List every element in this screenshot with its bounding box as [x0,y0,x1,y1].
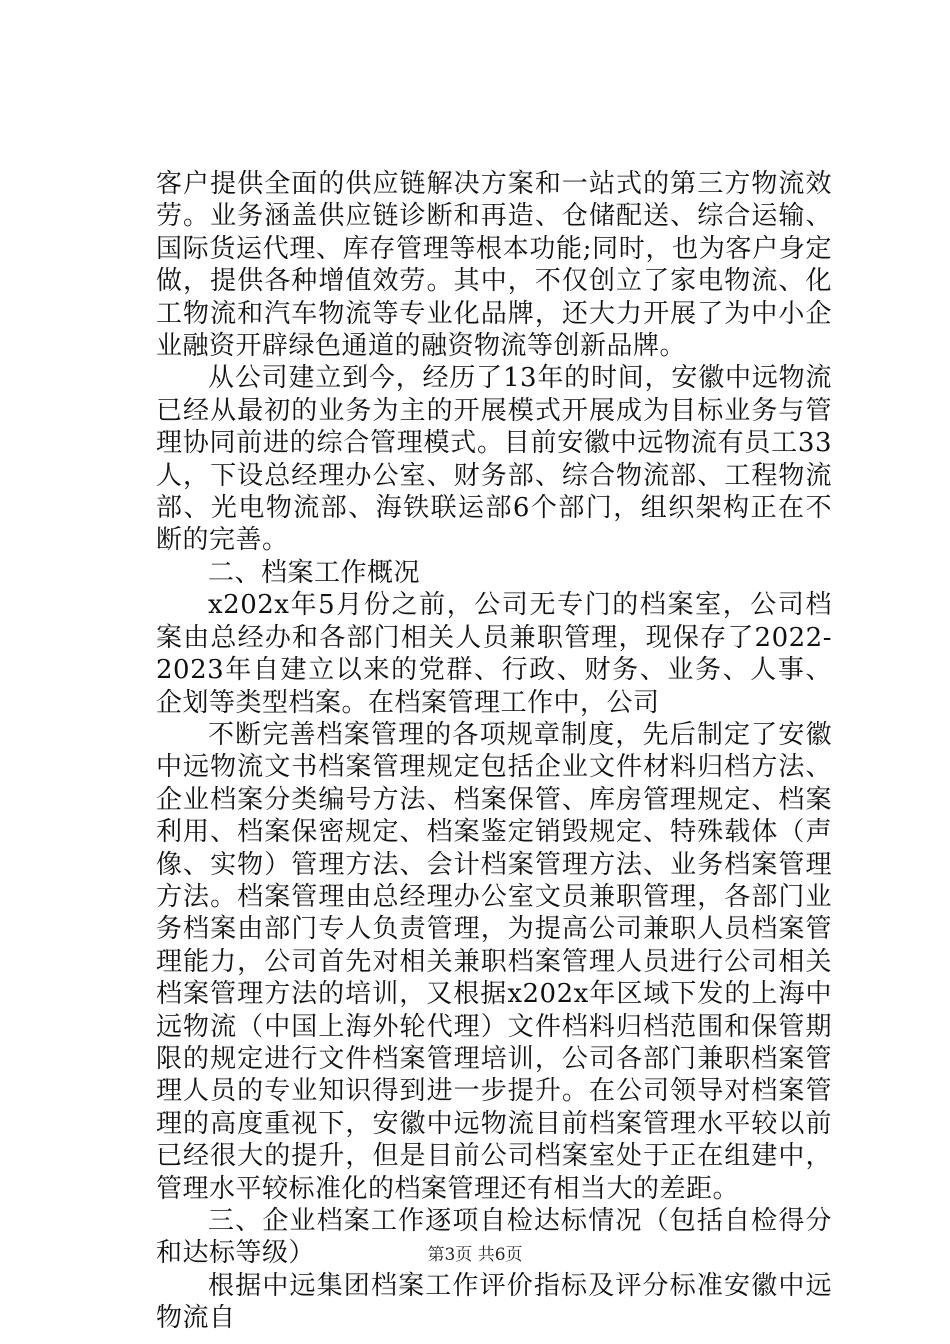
section-heading-archive-overview: 二、档案工作概况 [208,557,421,588]
section-heading-self-check: 三、企业档案工作逐项自检达标情况（包括自检得分和达标等级） [156,1206,832,1269]
document-body [156,168,832,1335]
paragraph-evaluation: 根据中远集团档案工作评价指标及评分标准安徽中远物流自 [156,1270,832,1334]
paragraph-company-history: 从公司建立到今，经历了13年的时间，安徽中远物流已经从最初的业务为主的开展模式开展成为目标业务与管理协同前进的综合管理模式。目前安徽中远物流有员工33人，下设总经理办公室、财务部、综合物流部、工程物流部、光电物流部、海铁联运部6个部门，组织架构正在不断的完善。 [156,363,832,556]
paragraph-company-services: 客户提供全面的供应链解决方案和一站式的第三方物流效劳。业务涵盖供应链诊断和再造、仓储配送、综合运输、国际货运代理、库存管理等根本功能;同时，也为客户身定做，提供各种增值效劳。其中，不仅创立了家电物流、化工物流和汽车物流等专业化品牌，还大力开展了为中小企业融资开辟绿色通道的融资物流等创新品牌。 [156,169,832,362]
paragraph-archive-rules: 不断完善档案管理的各项规章制度，先后制定了安徽中远物流文书档案管理规定包括企业文件材料归档方法、企业档案分类编号方法、档案保管、库房管理规定、档案利用、档案保密规定、档案鉴定销毁规定、特殊载体（声像、实物）管理方法、会计档案管理方法、业务档案管理方法。档案管理由总经理办公室文员兼职管理，各部门业务档案由部门专人负责管理，为提高公司兼职人员档案管理能力，公司首先对相关兼职档案管理人员进行公司相关档案管理方法的培训，又根据x202x年区域下发的上海中远物流（中国上海外轮代理）文件档料归档范围和保管期限的规定进行文件档案管理培训，公司各部门兼职档案管理人员的专业知识得到进一步提升。在公司领导对档案管理的高度重视下，安徽中远物流目前档案管理水平较以前已经很大的提升，但是目前公司档案室处于正在组建中，管理水平较标准化的档案管理还有相当大的差距。 [156,719,832,1204]
paragraph-archive-before: x202x年5月份之前，公司无专门的档案室，公司档案由总经办和各部门相关人员兼职管理，现保存了2022-2023年自建立以来的党群、行政、财务、业务、人事、企划等类型档案。在档案管理工作中，公司 [156,590,832,718]
page-number-footer: 第3页 共6页 [427,1245,523,1265]
